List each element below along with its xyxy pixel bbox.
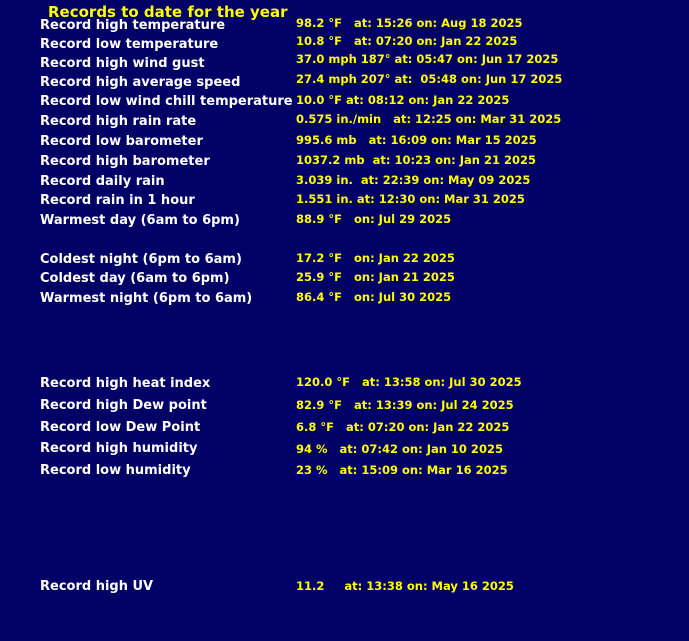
record-label: Record daily rain	[40, 174, 165, 189]
record-value: 11.2 at: 13:38 on: May 16 2025	[296, 579, 514, 593]
record-label: Record high humidity	[40, 441, 198, 456]
record-label: Record high heat index	[40, 376, 211, 391]
record-label: Record low temperature	[40, 37, 219, 52]
record-value: 27.4 mph 207° at: 05:48 on: Jun 17 2025	[296, 72, 563, 86]
record-label: Coldest night (6pm to 6am)	[40, 252, 242, 267]
record-value: 120.0 °F at: 13:58 on: Jul 30 2025	[296, 375, 522, 389]
record-value: 17.2 °F on: Jan 22 2025	[296, 251, 455, 265]
record-label: Warmest night (6pm to 6am)	[40, 291, 253, 306]
record-label: Record high average speed	[40, 75, 241, 90]
record-value: 23 % at: 15:09 on: Mar 16 2025	[296, 463, 508, 477]
record-value: 98.2 °F at: 15:26 on: Aug 18 2025	[296, 16, 523, 30]
record-label: Record low Dew Point	[40, 420, 201, 435]
record-value: 3.039 in. at: 22:39 on: May 09 2025	[296, 173, 531, 187]
record-value: 37.0 mph 187° at: 05:47 on: Jun 17 2025	[296, 52, 559, 66]
record-label: Coldest day (6am to 6pm)	[40, 271, 230, 286]
record-label: Warmest day (6am to 6pm)	[40, 213, 240, 228]
record-label: Record high Dew point	[40, 398, 207, 413]
record-label: Record low barometer	[40, 134, 203, 149]
record-value: 995.6 mb at: 16:09 on: Mar 15 2025	[296, 133, 537, 147]
record-label: Record high rain rate	[40, 114, 197, 129]
record-label: Record high UV	[40, 579, 154, 594]
record-label: Record rain in 1 hour	[40, 193, 195, 208]
record-value: 86.4 °F on: Jul 30 2025	[296, 290, 452, 304]
record-value: 94 % at: 07:42 on: Jan 10 2025	[296, 442, 503, 456]
record-value: 25.9 °F on: Jan 21 2025	[296, 270, 455, 284]
record-label: Record high barometer	[40, 154, 210, 169]
record-value: 1037.2 mb at: 10:23 on: Jan 21 2025	[296, 153, 537, 167]
record-value: 82.9 °F at: 13:39 on: Jul 24 2025	[296, 398, 514, 412]
record-value: 88.9 °F on: Jul 29 2025	[296, 212, 452, 226]
record-label: Record low humidity	[40, 463, 191, 478]
record-label: Record high wind gust	[40, 56, 205, 71]
record-value: 10.0 °F at: 08:12 on: Jan 22 2025	[296, 93, 510, 107]
record-value: 6.8 °F at: 07:20 on: Jan 22 2025	[296, 420, 510, 434]
page-title: Records to date for the year	[48, 3, 288, 21]
record-label: Record high temperature	[40, 18, 226, 33]
record-label: Record low wind chill temperature	[40, 94, 293, 109]
record-value: 0.575 in./min at: 12:25 on: Mar 31 2025	[296, 112, 562, 126]
record-value: 1.551 in. at: 12:30 on: Mar 31 2025	[296, 192, 525, 206]
record-value: 10.8 °F at: 07:20 on: Jan 22 2025	[296, 34, 518, 48]
